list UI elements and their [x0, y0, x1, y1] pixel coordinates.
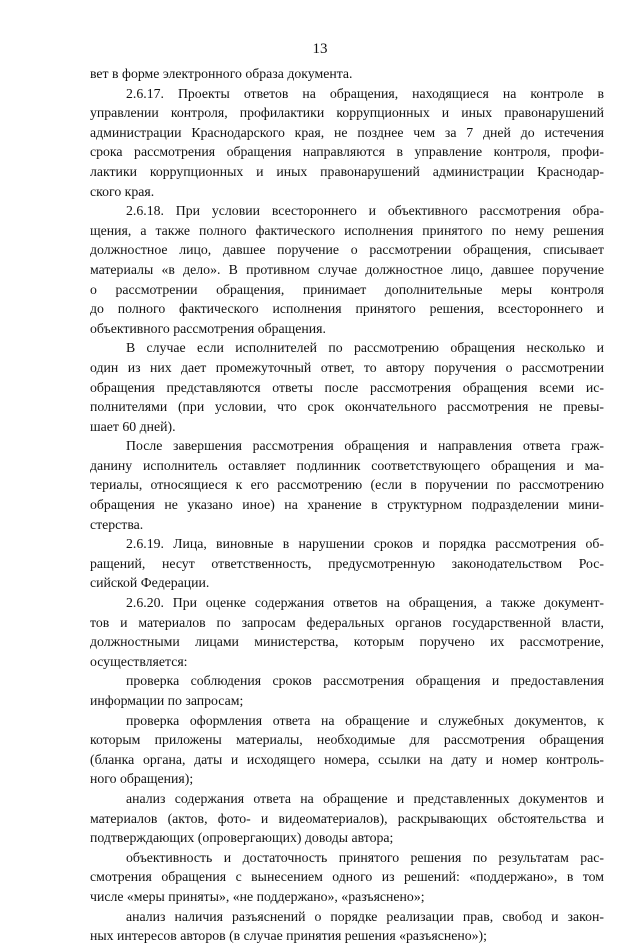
text-line: один из них дает промежуточный ответ, то автору поручения о рассмотрении [90, 359, 604, 375]
text-line: После завершения рассмотрения обращения и направления ответа граж- [126, 438, 604, 454]
text-line: щения, а также полного фактического исполнения принятого по нему решения [90, 222, 604, 238]
text-line: териалы, относящиеся к его рассмотрению (если в поручении по рассмотрению [90, 477, 604, 493]
text-line: проверка соблюдения сроков рассмотрения обращения и предоставления [126, 673, 604, 689]
text-line: анализ наличия разъяснений о порядке реализации прав, свобод и закон- [126, 908, 604, 924]
text-line: сийской Федерации. [90, 575, 210, 591]
text-line: которым приложены материалы, необходимые для рассмотрения обращения [90, 732, 604, 748]
text-line: ского края. [90, 183, 155, 199]
text-line: 2.6.17. Проекты ответов на обращения, находящиеся на контроле в [126, 85, 604, 101]
text-line: информации по запросам; [90, 693, 244, 708]
text-line: 2.6.18. При условии всестороннего и объективного рассмотрения обра- [126, 203, 604, 219]
text-line: стерства. [90, 516, 144, 532]
text-line: должностное лицо, давшее поручение о рассмотрении обращения, списывает [90, 242, 604, 258]
text-line: 2.6.20. При оценке содержания ответов на обращения, а также документ- [126, 595, 604, 611]
text-line: полнителями (при условии, что срок окончательного рассмотрения не превы- [90, 399, 604, 415]
text-line: администрации Краснодарского края, не позднее чем за 7 дней до истечения [90, 124, 604, 140]
page-number: 13 [312, 41, 328, 57]
text-line: смотрения обращения с вынесением одного из решений: «поддержано», в том [90, 869, 604, 885]
text-line: (бланка органа, даты и исходящего номера, ссылки на дату и номер контроль- [90, 751, 604, 767]
text-line: подтверждающих (опровергающих) доводы автора; [90, 830, 394, 846]
text-line: ных интересов авторов (в случае принятия решения «разъяснено»); [90, 928, 487, 944]
text-line: 2.6.19. Лица, виновные в нарушении сроков и порядка рассмотрения об- [126, 536, 604, 552]
text-line: должностными лицами министерства, которым поручено их рассмотрение, [90, 634, 604, 650]
text-line: данину исполнитель оставляет подлинник соответствующего обращения и ма- [90, 457, 604, 473]
text-line: числе «меры приняты», «не поддержано», «разъяснено»; [90, 888, 425, 904]
text-line: шает 60 дней). [90, 418, 176, 434]
text-line: проверка оформления ответа на обращение и служебных документов, к [126, 712, 604, 728]
text-line: материалов (актов, фото- и видеоматериалов), раскрывающих обстоятельства и [90, 810, 604, 826]
text-line: объективность и достаточность принятого решения по результатам рас- [126, 849, 604, 865]
text-line: ращений, несут ответственность, предусмотренную законодательством Рос- [90, 555, 604, 571]
text-line: тов и материалов по запросам федеральных органов государственной власти, [90, 614, 604, 630]
text-line: объективного рассмотрения обращения. [90, 320, 326, 336]
text-line: лактики коррупционных и иных правонарушений администрации Краснодар- [90, 163, 604, 179]
text-line: до полного фактического исполнения принятого решения, всестороннего и [90, 301, 604, 317]
text-line: В случае если исполнителей по рассмотрению обращения несколько и [126, 340, 604, 356]
text-line: ного обращения); [90, 771, 194, 787]
text-line: управлении контроля, профилактики коррупционных и иных правонарушений [90, 105, 604, 121]
text-line: обращения не указано иное) на хранение в структурном подразделении мини- [90, 497, 604, 513]
document-body [90, 64, 604, 946]
text-line: срока рассмотрения обращения направляются в управление контроля, профи- [90, 144, 604, 160]
text-line: обращения представляются ответы после рассмотрения обращения всеми ис- [90, 379, 604, 395]
text-line: о рассмотрении обращения, принимает дополнительные меры контроля [90, 281, 604, 297]
text-line: вет в форме электронного образа документа. [90, 66, 353, 81]
text-line: анализ содержания ответа на обращение и представленных документов и [126, 790, 604, 806]
text-line: осуществляется: [90, 653, 188, 669]
text-line: материалы «в дело». В противном случае должностное лицо, давшее поручение [90, 261, 604, 277]
